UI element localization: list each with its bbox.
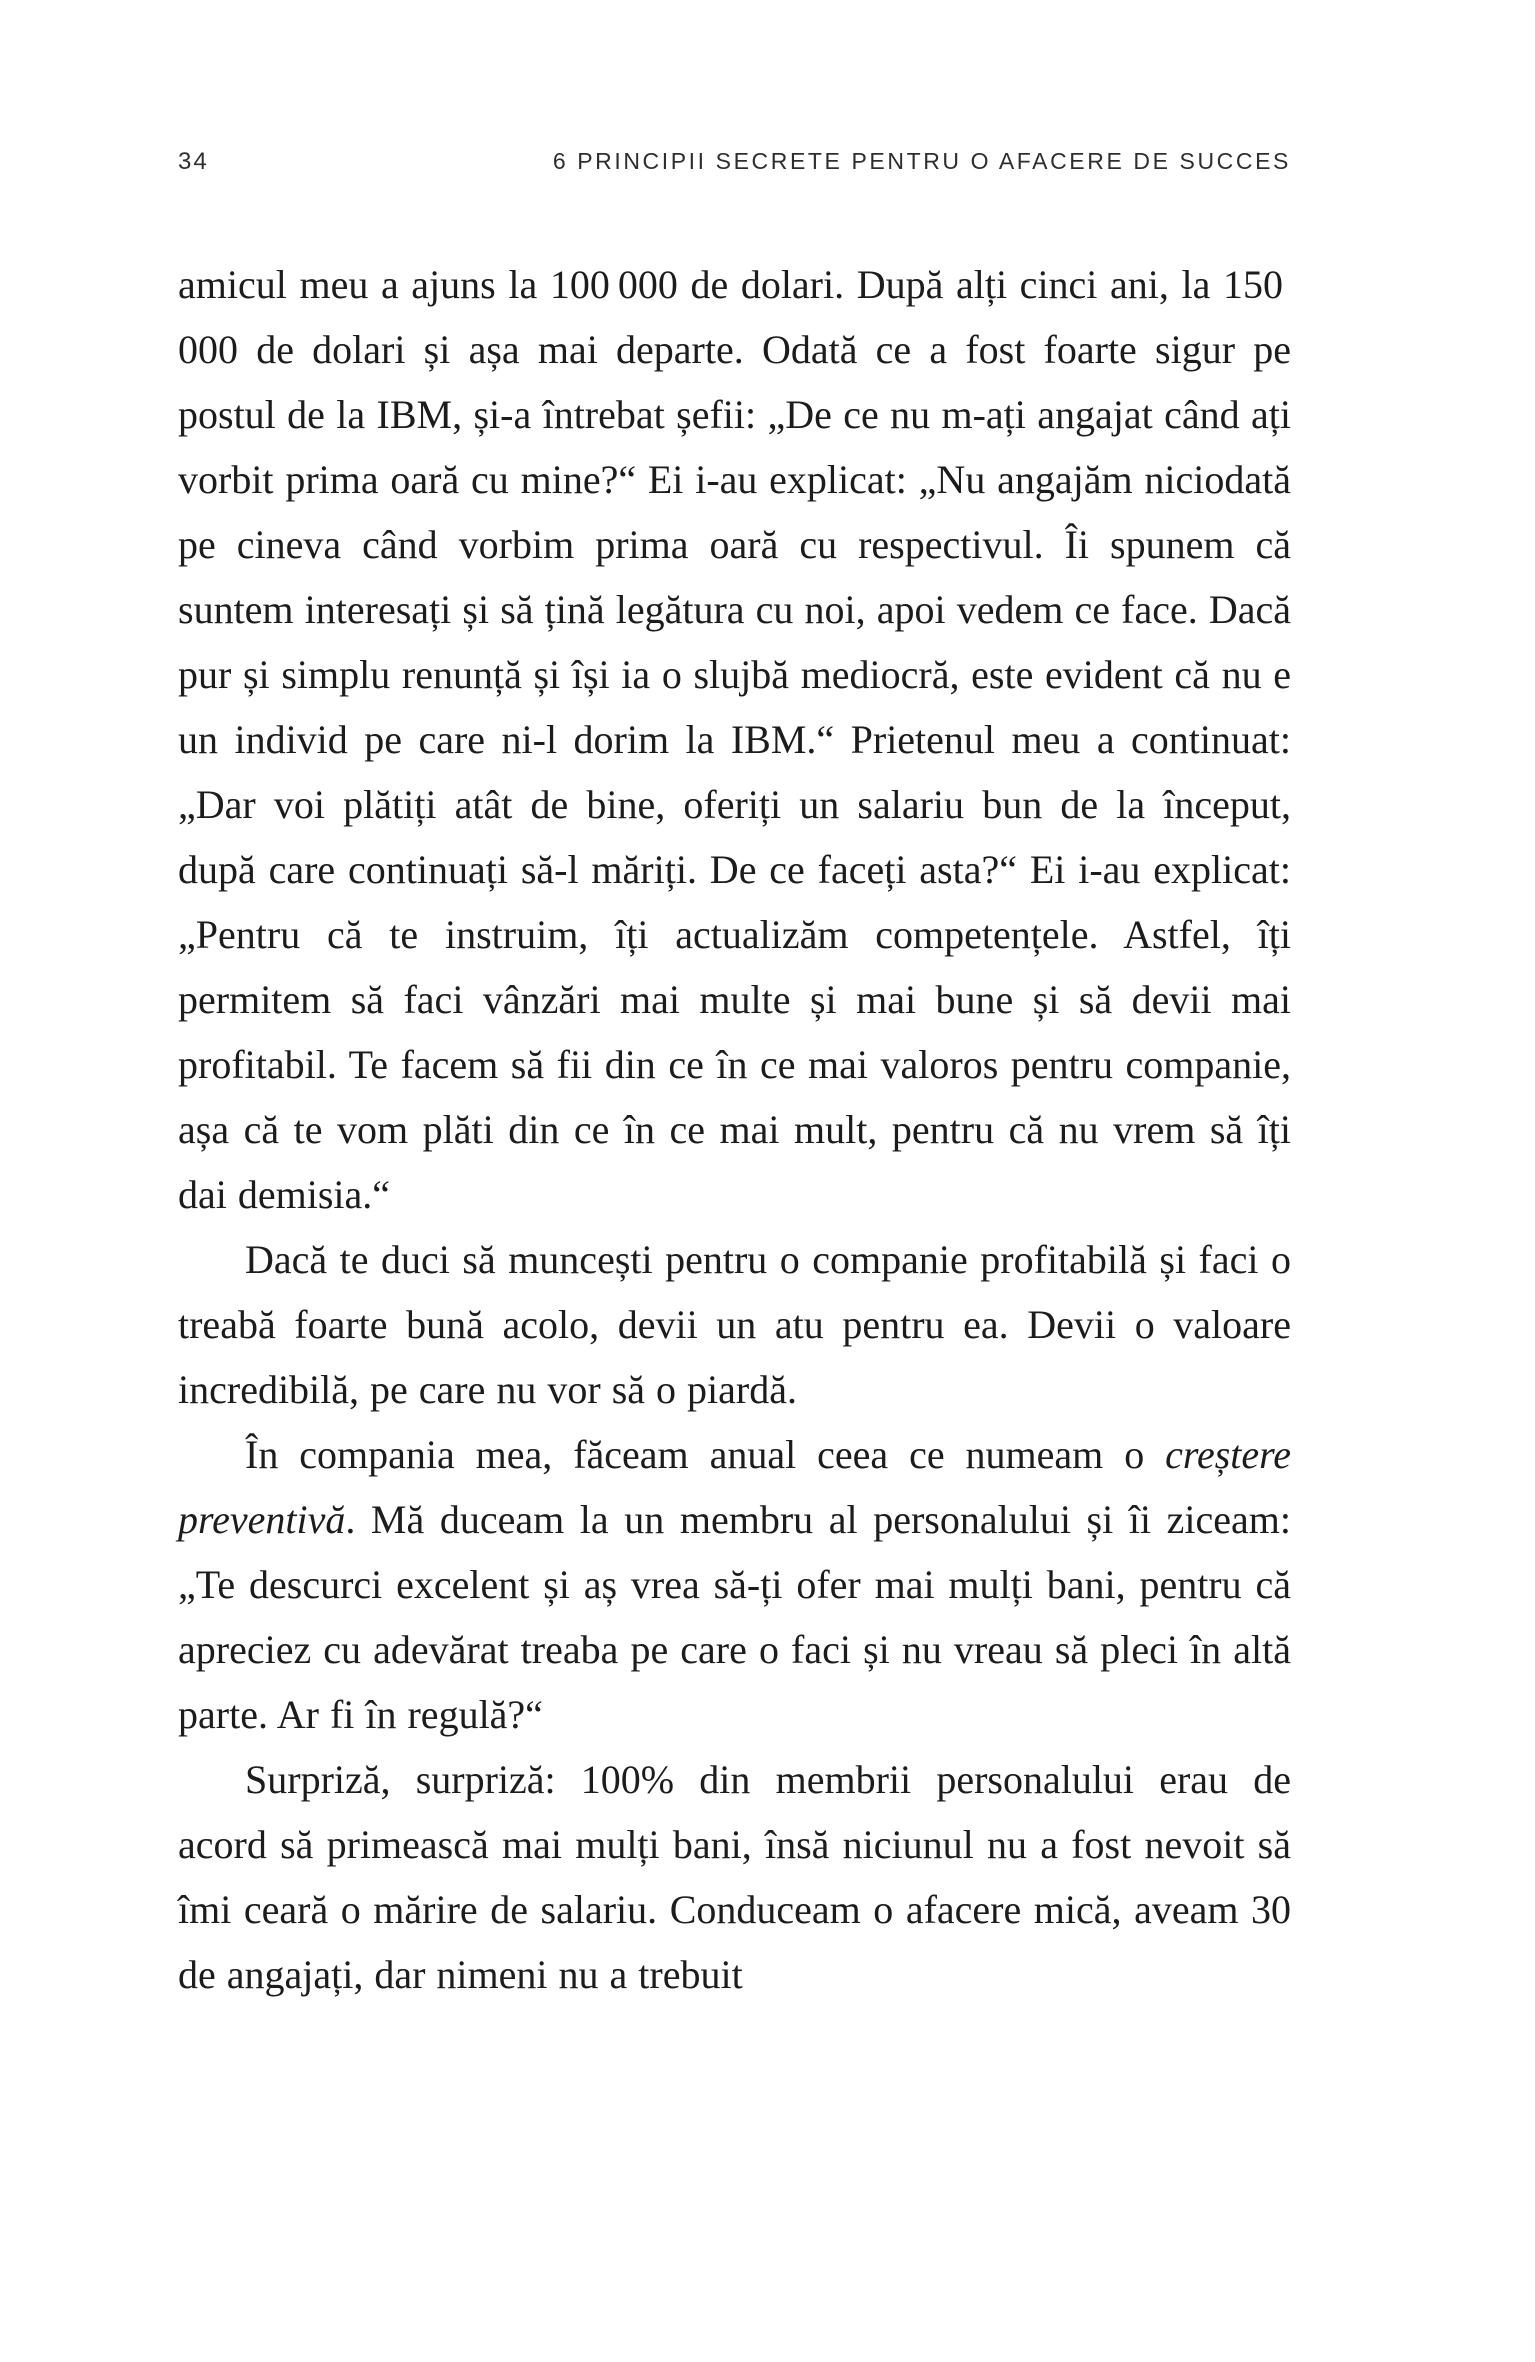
text-run: amicul meu a ajuns la 100 000 de dolari. După alți cinci ani, la 150 000 de dolari și așa mai departe. Odată ce a fost foarte sigur pe postul de la IBM, și-a întrebat șefii: „De ce nu m-ați angajat când ați vorbit prima oară cu mine?“ Ei i-au explicat: „Nu angajăm niciodată pe cineva când vorbim prima oară cu respectivul. Îi spunem că suntem interesați și să țină legătura cu noi, apoi vedem ce face. Dacă pur și simplu renunță și își ia o slujbă mediocră, este evident că nu e un individ pe care ni-l dorim la IBM.“ Prietenul meu a continuat: „Dar voi plătiți atât de bine, oferiți un salariu bun de la început, după care continuați să-l măriți. De ce faceți asta?“ Ei i-au explicat: „Pentru că te instruim, îți actualizăm competențele. Astfel, îți permitem să faci vânzări mai multe și mai bune și să devii mai profitabil. Te facem să fii din ce în ce mai valoros pentru companie, așa că te vom plăti din ce în ce mai mult, pentru că nu vrem să îți dai demisia.“	[178, 262, 1291, 1217]
text-run: În compania mea, făceam anual ceea ce numeam o	[245, 1432, 1166, 1477]
text-body	[178, 252, 1291, 2007]
paragraph	[178, 252, 1291, 1227]
text-run: Dacă te duci să muncești pentru o companie profitabilă și faci o treabă foarte bună acolo, devii un atu pentru ea. Devii o valoare incredibilă, pe care nu vor să o piardă.	[178, 1237, 1291, 1412]
paragraph	[178, 1227, 1291, 1422]
paragraph	[178, 1422, 1291, 1747]
italic-phrase: creștere preventivă	[178, 1432, 1291, 1542]
running-header: 6 PRINCIPII SECRETE PENTRU O AFACERE DE SUCCES	[552, 148, 1291, 174]
page-number: 34	[178, 148, 209, 175]
text-run: Surpriză, surpriză: 100% din membrii personalului erau de acord să primească mai mulți bani, însă niciunul nu a fost nevoit să îmi ceară o mărire de salariu. Conduceam o afacere mică, aveam 30 de angajați, dar nimeni nu a trebuit	[178, 1757, 1291, 1997]
page-header	[178, 148, 1291, 176]
paragraph	[178, 1747, 1291, 2007]
text-run: . Mă duceam la un membru al personalului și îi ziceam: „Te descurci excelent și aș vrea să-ți ofer mai mulți bani, pentru că apreciez cu adevărat treaba pe care o faci și nu vreau să pleci în altă parte. Ar fi în regulă?“	[178, 1497, 1291, 1737]
